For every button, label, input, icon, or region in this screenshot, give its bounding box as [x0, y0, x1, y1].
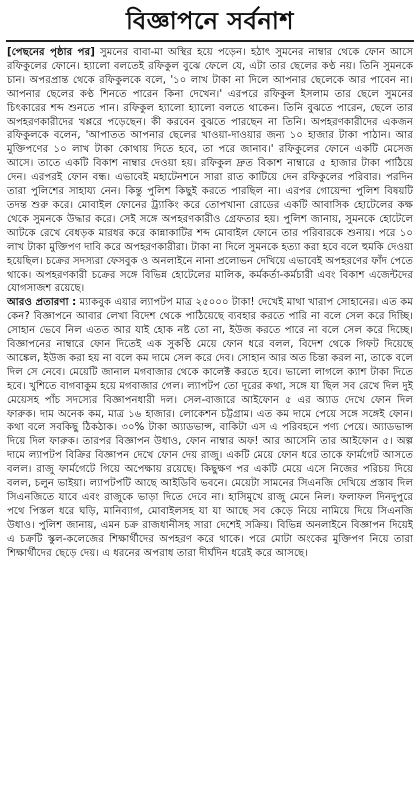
continuation-kicker: [পেছনের পৃষ্ঠার পর] [7, 47, 95, 58]
headline: বিজ্ঞাপনে সর্বনাশ [126, 7, 294, 35]
headline-divider [6, 40, 414, 42]
article-text-part2: ম্যাকবুক এয়ার ল্যাপটপ মাত্র ২৫০০০ টাকা! দেখেই মাথা খারাপ সোহানের। এত কম কেন? বিজ্ঞাপনে আবার লেখা বিদেশ থেকে পাঠিয়েছে ব্যবহার করতে পারি না বলে সেল করে দিচ্ছি। সোহান ভেবে নিল এতত আর যাই হোক নষ্ট তো না, ইউজ করতে পারে না বলে সেল করে দিচ্ছে। বিজ্ঞাপনের নাম্বারে ফোন দিতেই এক সুকণ্ঠি মেয়ে ফোন ধরে বলল, বিদেশ থেকে গিফট দিয়েছে আঙ্কেল, ইউজ করা হয় না বলে কম দামে সেল করে দেব। সোহান আর অত চিন্তা করল না, তাকে বলে দিল সে নেবে। মেয়েটি জানাল মগবাজার থেকে কালেক্ট করতে হবে। ভালো লাগলে ক্যাশ টাকা দিতে হবে। খুশিতে বাগবাকুম হয়ে মগবাজার গেল। ল্যাপটপ তো দূরের কথা, সঙ্গে যা ছিল সব রেখে দিল দুই মেয়েসহ পাঁচ সদস্যের বিজ্ঞাপনধারী দল। সেল-বাজারে আইফোন ৫ এর অ্যাড দেখে ফোন দিল ফারুক। দাম অনেক কম, মাত্র ১৬ হাজার। লোকেশন চট্টগ্রাম। এত কম দামে পেয়ে সঙ্গে সঙ্গেই ফোন। কথা বলে সবকিছু ঠিকঠাক। ৩০% টাকা অ্যাডভান্স, বাকিটা এস এ পরিবহনে পণ্য পেয়ে। অ্যাডভান্স দিয়ে দিল ফারুক। তারপর বিজ্ঞাপন উধাও, ফোন নাম্বার অফ! আর আসেনি তার আইফোন ৫। অল্প দামে ল্যাপটপ বিক্রির বিজ্ঞাপন দেখে ফোন দেয় রাজু। একটি মেয়ে ফোন ধরে তাকে ফার্মগেট আসতে বলল। রাজু ফার্মগেটে গিয়ে অপেক্ষায় রয়েছে। কিছুক্ষণ পর একটি মেয়ে এসে নিজের পরিচয় দিয়ে বলল, চলুন ভাইয়া। ল্যাপটপটি আছে আইডিবি ভবনে। মেয়েটা সামনের সিএনজি দেখিয়ে প্রস্তাব দিল সিএনজিতে যাবে এবং রাজুকে ভাড়া দিতে দেবে না। হাসিমুখে রাজু মেনে নিল। ফলাফল দিনদুপুরে পথে পিস্তল ধরে ঘড়ি, মানিব্যাগ, মোবাইলসহ যা যা আছে সব কেড়ে নিয়ে নামিয়ে দিয়ে সিএনজি উধাও। পুলিশ জানায়, এমন চক্র রাজধানীসহ সারা দেশেই সক্রিয়। বিভিন্ন অনলাইনে বিজ্ঞাপন দিয়েই এ চক্রটি স্কুল-কলেজের শিক্ষার্থীদের অপহরণ করে থাকে। পরে মোটা অংকের মুক্তিপণ নিয়ে তারা শিক্ষার্থীদের ছেড়ে দেয়। এ ধরনের অপরাধ তারা দীর্ঘদিন ধরেই করে আসছে। [7, 297, 414, 559]
article-text-part1: সুমনের বাবা-মা অস্থির হয়ে পড়েন। হঠাৎ সুমনের নাম্বার থেকে ফোন আসে রফিকুলের ফোনে। হ্যালো বলতেই রফিকুল বুঝে ফেলে যে, এটা তার ছেলের কণ্ঠ নয়। তিনি সুমনকে চান। অপরপ্রান্ত থেকে রফিকুলকে বলে, '১০ লাখ টাকা না দিলে আপনার ছেলেকে আর পাবেন না। আপনার ছেলের কণ্ঠ শিনতে পারেন কিনা দেখেন।' এরপরে রফিকুল ইসলাম তার ছেলে সুমনের চিৎকারের শব্দ শুনতে পান। রফিকুল হ্যালো হ্যালো বলতে থাকেন। তিনি বুঝতে পারেন, ছেলে তার অপহরণকারীদের খপ্পরে পড়েছেন। কী করবেন বুঝতে পারছেন না তিনি। অপহরণকারীদের একজন রফিকুলকে বলেন, 'আপাতত আপনার ছেলের খাওয়া-দাওয়ার জন্য ১০ হাজার টাকা পাঠান। আর মুক্তিপণের ১০ লাখ টাকা কোথায় দিতে হবে, তা পরে জানাব।' রফিকুলের ফোনে একটি মেসেজ আসে। তাতে একটি বিকাশ নাম্বার দেওয়া হয়। রফিকুল দ্রুত বিকাশ নাম্বারে ৫ হাজার টাকা পাঠিয়ে দেন। এরপরই ফোন বন্ধ। এভাবেই মহাটেনশনে সারা রাত কাটিয়ে দেন রফিকুলের পরিবার। পরদিন তারা পুলিশের সাহায্য নেন। কিন্তু পুলিশ কিছুই করতে পারছিল না। এরপর গোয়েন্দা পুলিশ বিষয়টি তদন্ত শুরু করে। মোবাইল ফোনের ট্র্যাকিং করে তোপখানা রোডের একটি আবাসিক হোটেলের কক্ষ থেকে সুমনকে উদ্ধার করে। সেই সঙ্গে অপহরণকারীও গ্রেফতার হয়। পুলিশ জানায়, সুমনকে হোটেলে আটকে রেখে বেধড়ক মারধর করে কান্নাকাটির শব্দ মোবাইল ফোনে তার পরিবারকে শুনায়। পরে ১০ লাখ টাকা মুক্তিপণ দাবি করে অপহরণকারীরা। টাকা না দিলে সুমনকে হত্যা করা হবে বলে হুমকি দেওয়া হয়েছিল। চক্রের সদস্যরা ফেসবুক ও অনলাইনে নানা প্রলোভন দেখিয়ে এভাবেই অপহরণের ফাঁদ পেতে থাকে। অপহরণকারী চক্রের সঙ্গে বিভিন্ন হোটেলের মালিক, কর্মকর্তা-কর্মচারী এবং বিকাশ এজেন্টদের যোগসাজশ রয়েছে। [7, 47, 413, 295]
article-body [0, 46, 420, 561]
article-paragraph-more [7, 296, 413, 560]
section-subhead: আরও প্রতারণা : [7, 297, 77, 309]
article-paragraph-main [7, 46, 413, 296]
